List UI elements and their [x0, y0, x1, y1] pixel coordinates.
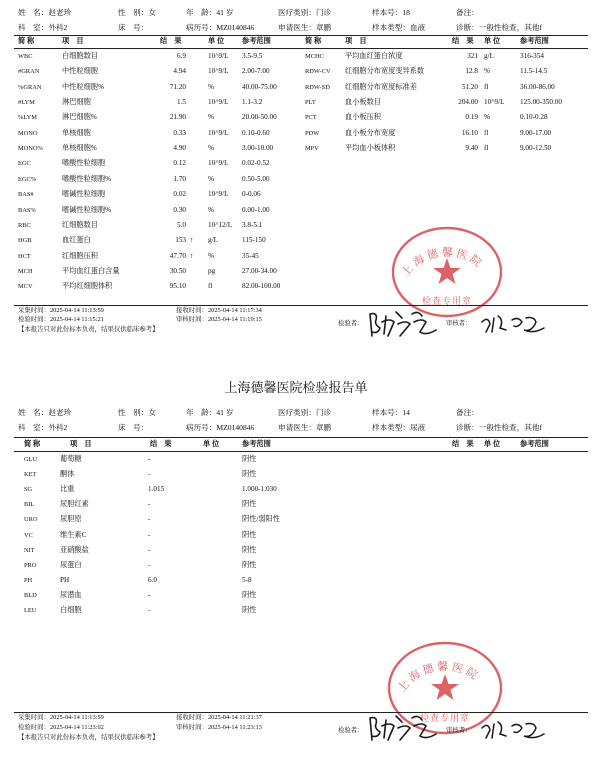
col-header-name: 项 目 [70, 440, 92, 448]
result-code: #LYM [18, 99, 35, 106]
header-field [372, 422, 425, 433]
result-unit: fl [484, 82, 489, 91]
result-value: 51.20 [461, 82, 478, 91]
result-code: MCHC [305, 53, 324, 60]
result-unit: fl [208, 282, 213, 291]
result-unit: 10^9/L [208, 67, 229, 76]
result-unit: % [208, 144, 214, 153]
header-field-value: 外科2 [48, 23, 68, 32]
reference-range: 阴性 [242, 545, 257, 554]
divider [14, 437, 588, 438]
result-code: MCV [18, 283, 33, 291]
result-code: HGB [18, 237, 32, 245]
reference-range: 阴性 [242, 606, 257, 614]
reference-range: 115-150 [242, 236, 266, 245]
result-name: 比重 [60, 485, 75, 494]
header-field-value: 外科2 [48, 423, 68, 432]
result-code: KET [24, 471, 37, 479]
result-code: URO [24, 516, 38, 524]
result-value: 95.10 [169, 282, 186, 291]
header-field [278, 7, 331, 18]
result-unit: % [484, 113, 490, 122]
col-header-name-right: 项 目 [345, 37, 367, 45]
disclaimer: 【本报告只对此份标本负责，结果仅供临床参考】 [18, 734, 159, 741]
svg-text:检查专用章: 检查专用章 [421, 297, 473, 307]
header-field [456, 22, 542, 33]
result-name: 淋巴细胞% [62, 113, 97, 122]
result-name: 尿潜血 [60, 590, 82, 599]
result-name: 尿胆原 [60, 515, 82, 524]
result-name: 尿胆红素 [60, 500, 89, 509]
reference-range: 125.00-350.00 [520, 98, 562, 106]
result-unit: fl [484, 128, 489, 137]
header-field-label: 病历号： [186, 423, 217, 432]
result-code: PRO [24, 561, 37, 569]
result-unit: % [208, 251, 214, 260]
reference-range: 0.02-0.52 [242, 159, 270, 168]
result-name: 平均红细胞体积 [62, 282, 113, 291]
result-code: SG [24, 486, 33, 494]
reference-range: 3.00-10.00 [242, 144, 274, 153]
header-field-value: 门诊 [315, 408, 332, 417]
header-field [372, 22, 425, 33]
reference-range: 20.00-50.00 [242, 113, 277, 122]
col-header-result-right: 结 果 [452, 440, 474, 448]
header-field-label: 年 龄： [186, 408, 217, 417]
header-field [186, 407, 233, 418]
header-field [118, 22, 148, 33]
col-header-unit-right: 单 位 [484, 440, 501, 448]
header-field [118, 407, 156, 418]
result-name: 平均血小板体积 [345, 144, 396, 153]
header-field-value: 41 岁 [216, 8, 234, 17]
result-unit: 10^9/L [208, 128, 229, 137]
header-field-label: 样本号： [372, 408, 403, 417]
result-name: 嗜碱性粒细胞% [62, 205, 112, 214]
result-name: 白细胞数目 [62, 52, 98, 60]
result-unit: 10^9/L [208, 190, 229, 199]
header-field-label: 性 别： [118, 8, 149, 17]
result-value: 1.70 [173, 174, 186, 183]
header-field [186, 22, 254, 33]
result-unit: 10^9/L [208, 98, 229, 106]
reference-range: 阴性 [242, 455, 257, 463]
result-value: 16.10 [461, 128, 478, 137]
result-value: 12.8 [465, 67, 478, 76]
divider [14, 451, 588, 452]
result-value: 0.33 [173, 128, 186, 137]
result-name: 淋巴细胞 [62, 98, 91, 106]
header-field-value: 一般性检查，其他f [478, 423, 543, 432]
result-unit: 10^12/L [208, 220, 233, 229]
result-code: BLD [24, 591, 37, 599]
auditor-label: 审核者： [446, 727, 472, 734]
inspector-signature [366, 710, 440, 744]
header-field-label: 科 室： [18, 23, 49, 32]
reference-range: 2.00-7.00 [242, 67, 270, 76]
header-field-label: 样本类型： [372, 423, 410, 432]
abnormal-flag: ↑ [190, 236, 194, 245]
result-value: 204.00 [458, 98, 478, 106]
header-field-label: 床 号： [118, 23, 149, 32]
result-code: PCT [305, 114, 317, 122]
result-name: 中性粒细胞% [62, 82, 104, 91]
header-field [456, 407, 479, 418]
divider [14, 35, 588, 36]
reference-range: 82.00-100.00 [242, 282, 281, 291]
result-code: #GRAN [18, 68, 40, 76]
header-field-value: 尿液 [409, 423, 426, 432]
header-field-label: 诊断： [456, 423, 479, 432]
header-field-label: 床 号： [118, 423, 149, 432]
collect-time: 采集时间：2025-04-14 11:13:59 [18, 307, 104, 314]
inspector-signature [366, 306, 440, 340]
result-value: - [148, 545, 151, 554]
header-field-label: 样本类型： [372, 23, 410, 32]
header-field-value: 赵老珍 [48, 8, 72, 17]
result-unit: g/L [208, 236, 218, 245]
result-value: 1.015 [148, 485, 165, 494]
header-field-value: 女 [148, 408, 156, 417]
result-value: - [148, 530, 151, 539]
result-code: MONO [18, 129, 38, 137]
reference-range: 40.00-75.00 [242, 82, 277, 91]
receive-time: 接收时间：2025-04-14 11:17:34 [176, 307, 262, 314]
header-field [18, 422, 67, 433]
result-name: 血红蛋白 [62, 236, 91, 245]
header-field [278, 22, 331, 33]
result-name: 红细胞压积 [62, 251, 98, 260]
col-header-result-right: 结 果 [452, 37, 474, 45]
header-field-value: 血液 [409, 23, 426, 32]
result-value: 4.90 [173, 144, 186, 153]
disclaimer: 【本报告只对此份标本负责，结果仅供临床参考】 [18, 326, 159, 333]
result-value: 4.94 [173, 67, 186, 76]
result-code: GLU [24, 456, 38, 463]
header-field-label: 病历号： [186, 23, 217, 32]
col-header-unit-right: 单 位 [484, 37, 501, 45]
result-value: - [148, 606, 151, 614]
reference-range: 5-8 [242, 575, 252, 584]
result-name: 酮体 [60, 470, 75, 479]
header-field-value: 18 [402, 8, 410, 17]
result-value: 0.19 [465, 113, 478, 122]
header-field [456, 422, 542, 433]
reference-range: 0.10-0.28 [520, 113, 548, 122]
result-code: MPV [305, 145, 319, 153]
svg-text:上海德馨医院: 上海德馨医院 [395, 660, 483, 695]
header-field-label: 申请医生： [278, 423, 316, 432]
col-header-result: 结 果 [150, 440, 172, 448]
result-name: 中性粒细胞 [62, 67, 98, 76]
result-unit: pg [208, 266, 216, 275]
receive-time: 接收时间：2025-04-14 11:21:37 [176, 714, 262, 721]
result-code: NIT [24, 546, 35, 554]
header-field-label: 备注： [456, 408, 479, 417]
reference-range: 1.000-1.030 [242, 485, 277, 494]
result-value: - [148, 500, 151, 509]
header-field-value: 女 [148, 8, 156, 17]
header-field [186, 7, 233, 18]
result-value: 71.20 [169, 82, 186, 91]
result-value: 0.30 [173, 205, 186, 214]
result-code: EGC% [18, 175, 37, 183]
inspector-label: 检验者： [338, 727, 364, 734]
reference-range: 9.00-12.50 [520, 144, 552, 153]
reference-range: 3.5-9.5 [242, 52, 263, 60]
header-field [278, 407, 331, 418]
result-unit: fl [484, 144, 489, 153]
header-field [372, 7, 410, 18]
col-header-unit-left: 单 位 [208, 37, 225, 45]
header-field-label: 医疗类别： [278, 408, 316, 417]
header-field [456, 7, 479, 18]
header-field-label: 年 龄： [186, 8, 217, 17]
divider [14, 48, 588, 49]
header-field-label: 样本号： [372, 8, 403, 17]
header-field-label: 诊断： [456, 23, 479, 32]
reference-range: 27.00-34.00 [242, 266, 277, 275]
abnormal-flag: ↑ [190, 251, 194, 260]
result-name: 尿蛋白 [60, 560, 82, 569]
result-unit: g/L [484, 52, 494, 60]
reference-range: 9.00-17.00 [520, 128, 552, 137]
reference-range: 11.5-14.5 [520, 67, 548, 76]
reference-range: 阴性/弱阳性 [242, 515, 280, 524]
header-field-value: 赵老珍 [48, 408, 72, 417]
header-field-label: 姓 名： [18, 8, 49, 17]
result-value: 6.0 [148, 575, 157, 584]
auditor-signature [478, 716, 548, 742]
result-name: 亚硝酸盐 [60, 545, 89, 554]
result-value: 21.90 [169, 113, 186, 122]
result-code: HCT [18, 252, 31, 260]
col-header-unit: 单 位 [203, 440, 220, 448]
reference-range: 0.50-5.00 [242, 174, 270, 183]
col-header-range: 参考范围 [242, 440, 271, 448]
header-field-value: 一般性检查，其他f [478, 23, 543, 32]
collect-time: 采集时间：2025-04-14 11:13:59 [18, 714, 104, 721]
header-field [372, 407, 410, 418]
result-name: 白细胞 [60, 606, 82, 614]
result-code: WBC [18, 53, 33, 60]
reference-range: 阴性 [242, 500, 257, 509]
result-value: - [148, 590, 151, 599]
result-unit: % [208, 174, 214, 183]
col-header-name-left: 项 目 [62, 37, 84, 45]
reference-range: 36.00-86.00 [520, 82, 555, 91]
svg-text:上海德馨医院: 上海德馨医院 [399, 245, 487, 280]
header-field-label: 申请医生： [278, 23, 316, 32]
header-field [18, 407, 71, 418]
result-unit: % [484, 67, 490, 76]
result-code: PH [24, 576, 33, 584]
result-name: 嗜酸性粒细胞% [62, 174, 112, 183]
result-code: BAS# [18, 191, 34, 199]
result-name: 单核细胞% [62, 144, 97, 153]
result-value: 6.9 [177, 52, 186, 60]
header-field-label: 姓 名： [18, 408, 49, 417]
result-unit: 10^9/L [208, 52, 229, 60]
result-value: - [148, 455, 151, 463]
reference-range: 0-0.06 [242, 190, 261, 199]
result-code: EGC [18, 160, 31, 168]
reference-range: 阴性 [242, 530, 257, 539]
col-header-code-right: 简 称 [305, 37, 322, 45]
header-field-value: 章鹏 [315, 423, 332, 432]
test-time: 检验时间：2025-04-14 11:15:21 [18, 316, 104, 323]
result-name: 红细胞分布宽度标准差 [345, 82, 417, 91]
header-field-value: 门诊 [315, 8, 332, 17]
result-value: 1.5 [177, 98, 186, 106]
result-name: 嗜酸性粒细胞 [62, 159, 106, 168]
reference-range: 阴性 [242, 560, 257, 569]
reference-range: 35-45 [242, 251, 259, 260]
result-code: BAS% [18, 206, 36, 214]
result-code: RDW-CV [305, 68, 331, 76]
header-field [18, 22, 67, 33]
header-field [118, 422, 148, 433]
inspector-label: 检验者： [338, 320, 364, 327]
result-name: 血小板分布宽度 [345, 128, 396, 137]
result-value: 9.40 [465, 144, 478, 153]
result-code: LEU [24, 607, 37, 614]
result-name: 嗜碱性粒细胞 [62, 190, 106, 199]
result-value: 321 [467, 52, 478, 60]
result-name: 血小板数目 [345, 98, 381, 106]
reference-range: 316-354 [520, 52, 544, 60]
header-field-value: MZ0140846 [216, 423, 255, 432]
result-unit: 10^9/L [484, 98, 505, 106]
reference-range: 1.1-3.2 [242, 98, 263, 106]
header-field-label: 备注： [456, 8, 479, 17]
auditor-signature [478, 310, 548, 336]
audit-time: 审核时间：2025-04-14 11:23:13 [176, 724, 262, 731]
header-field [278, 422, 331, 433]
header-field [118, 7, 156, 18]
result-value: 0.12 [173, 159, 186, 168]
result-value: 0.02 [173, 190, 186, 199]
header-field-value: 章鹏 [315, 23, 332, 32]
header-field-value: 41 岁 [216, 408, 234, 417]
result-unit: % [208, 113, 214, 122]
result-name: 葡萄糖 [60, 455, 82, 463]
result-code: VC [24, 531, 33, 539]
header-field [186, 422, 254, 433]
audit-time: 审核时间：2025-04-14 11:19:15 [176, 316, 262, 323]
result-unit: % [208, 205, 214, 214]
result-name: 维生素C [60, 530, 87, 539]
result-name: 平均血红蛋白含量 [62, 266, 120, 275]
test-time: 检验时间：2025-04-14 11:23:02 [18, 724, 104, 731]
svg-text:检查专用章: 检查专用章 [419, 714, 471, 724]
result-value: - [148, 515, 151, 524]
header-field-value: 14 [402, 408, 410, 417]
result-value: 47.70 [169, 251, 186, 260]
result-code: MCH [18, 267, 33, 275]
header-field-label: 科 室： [18, 423, 49, 432]
result-name: 血小板压积 [345, 113, 381, 122]
result-code: MONO% [18, 145, 43, 153]
col-header-result-left: 结 果 [160, 37, 182, 45]
result-code: PLT [305, 99, 316, 106]
result-unit: 10^9/L [208, 159, 229, 168]
reference-range: 阴性 [242, 590, 257, 599]
result-name: 红细胞数目 [62, 220, 98, 229]
reference-range: 3.8-5.1 [242, 220, 263, 229]
result-code: RDW-SD [305, 83, 330, 91]
result-name: 单核细胞 [62, 128, 91, 137]
result-name: 平均血红蛋白浓度 [345, 52, 403, 60]
header-field [18, 7, 71, 18]
result-code: RBC [18, 221, 31, 229]
result-unit: % [208, 82, 214, 91]
result-name: PH [60, 575, 70, 584]
result-value: - [148, 560, 151, 569]
result-code: PDW [305, 129, 320, 137]
header-field-label: 医疗类别： [278, 8, 316, 17]
col-header-code: 简 称 [24, 440, 41, 448]
col-header-range-right: 参考范围 [520, 37, 549, 45]
result-value: 5.0 [177, 220, 186, 229]
reference-range: 0.00-1.00 [242, 205, 270, 214]
reference-range: 阴性 [242, 470, 257, 479]
auditor-label: 审核者： [446, 320, 472, 327]
col-header-range-left: 参考范围 [242, 37, 271, 45]
result-name: 红细胞分布宽度变异系数 [345, 67, 425, 76]
result-value: - [148, 470, 151, 479]
result-value: 30.50 [169, 266, 186, 275]
report-title: 上海德馨医院检验报告单 [224, 381, 368, 396]
result-code: %LYM [18, 114, 37, 122]
result-code: %GRAN [18, 83, 42, 91]
header-field-value: MZ0140846 [216, 23, 255, 32]
result-value: 153 [175, 236, 186, 245]
reference-range: 0.10-0.60 [242, 128, 270, 137]
header-field-label: 性 别： [118, 408, 149, 417]
col-header-code-left: 简 称 [18, 37, 35, 45]
result-code: BIL [24, 501, 35, 509]
col-header-range-right: 参考范围 [520, 440, 549, 448]
